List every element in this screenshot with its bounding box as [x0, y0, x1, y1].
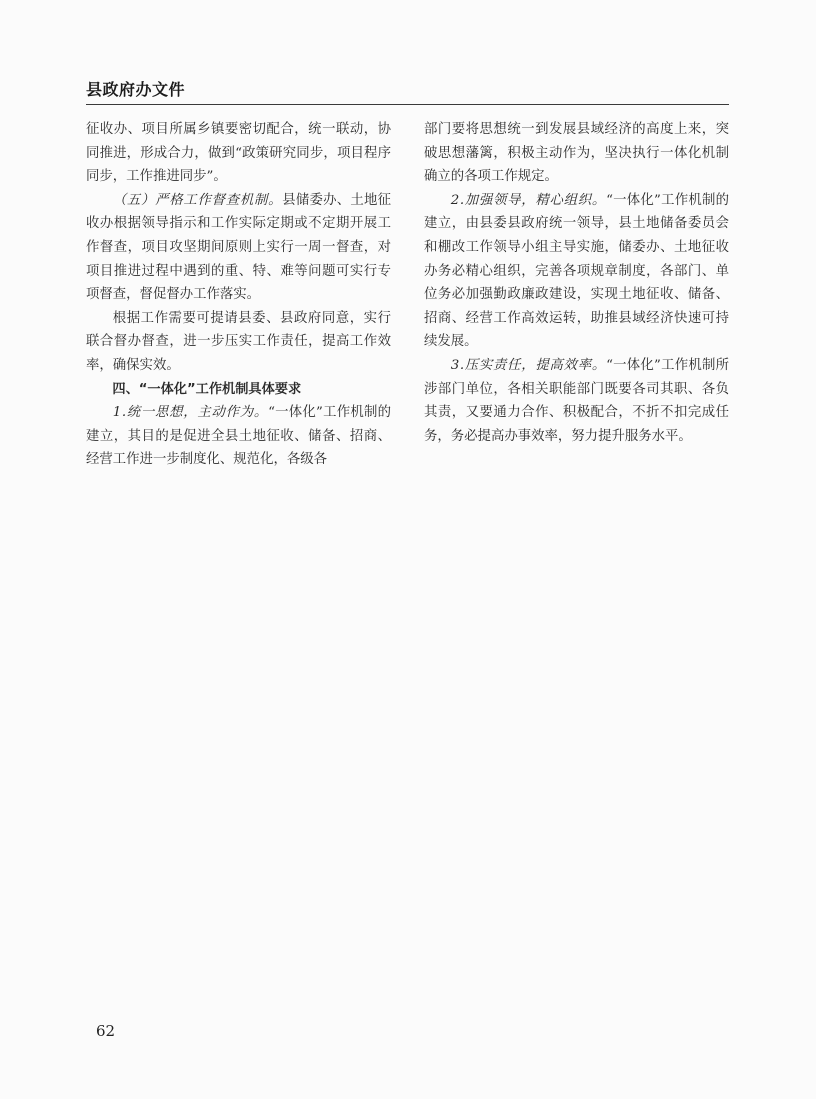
page-number: 62: [96, 1022, 116, 1040]
paragraph: [424, 189, 729, 354]
running-header: [86, 80, 729, 100]
paragraph: 部门要将思想统一到发展县域经济的高度上来，突破思想藩篱，积极主动作为，坚决执行一体化机制确立的各项工作规定。: [424, 122, 729, 185]
paragraph: [86, 401, 391, 472]
paragraph-lead: 1.统一思想，主动作为。: [112, 405, 269, 421]
paragraph: 根据工作需要可提请县委、县政府同意，实行联合督办督查，进一步压实工作责任，提高工作效率，确保实效。: [86, 310, 391, 373]
paragraph: [86, 189, 391, 307]
right-column: [424, 118, 729, 448]
paragraph-body: “一体化”工作机制的建立，其目的是促进全县土地征收、储备、招商、经营工作进一步制度化、规范化，各级各: [86, 405, 391, 468]
paragraph: [424, 354, 729, 448]
header-rule: [86, 104, 729, 105]
paragraph-body: 县储委办、土地征收办根据领导指示和工作实际定期或不定期开展工作督查，项目攻坚期间原则上实行一周一督查，对项目推进过程中遇到的重、特、难等问题可实行专项督查，督促督办工作落实。: [86, 192, 392, 303]
left-column: [86, 118, 391, 472]
header-title: 县政府办文件: [86, 80, 186, 99]
paragraph: 征收办、项目所属乡镇要密切配合，统一联动，协同推进，形成合力，做到“政策研究同步，项目程序同步，工作推进同步”。: [86, 122, 391, 185]
paragraph-lead: （五）严格工作督查机制。: [112, 192, 283, 208]
paragraph-body: “一体化”工作机制的建立，由县委县政府统一领导，县土地储备委员会和棚改工作领导小组主导实施，储委办、土地征收办务必精心组织，完善各项规章制度，各部门、单位务必加强勤政廉政建设，实现土地征收、储备、招商、经营工作高效运转，助推县域经济快速可持续发展。: [424, 192, 729, 350]
section-heading: 四、“一体化”工作机制具体要求: [112, 381, 302, 397]
paragraph-body: “一体化”工作机制所涉部门单位，各相关职能部门既要各司其职、各负其责，又要通力合作、积极配合，不折不扣完成任务，务必提高办事效率，努力提升服务水平。: [424, 357, 729, 444]
paragraph-lead: 2.加强领导，精心组织。: [450, 192, 607, 208]
paragraph-lead: 3.压实责任，提高效率。: [450, 357, 607, 373]
